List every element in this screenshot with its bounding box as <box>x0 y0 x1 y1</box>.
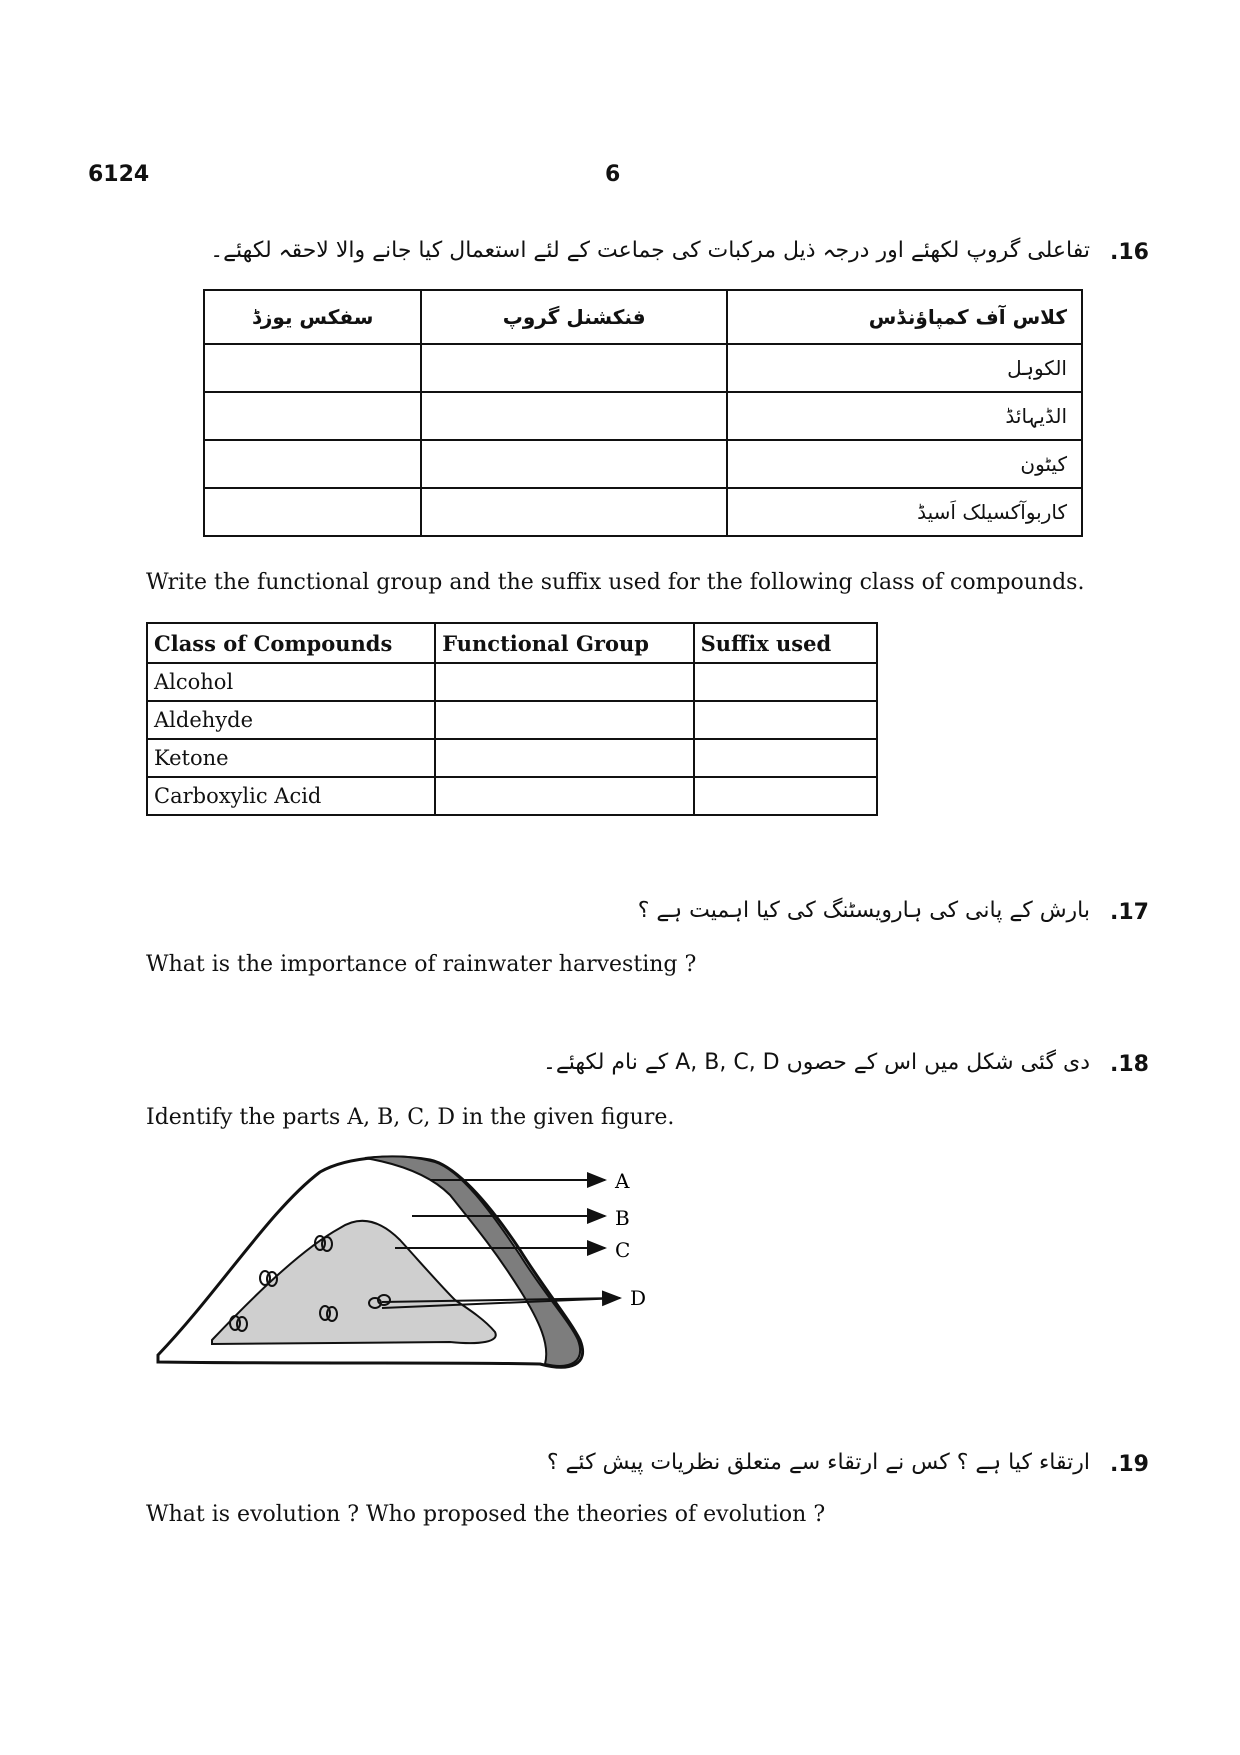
answer-cell <box>204 344 421 392</box>
q16-english-table <box>146 622 878 816</box>
q16-number: .16 <box>1110 240 1149 265</box>
table-row <box>204 488 1082 536</box>
q16-urdu-table <box>203 289 1083 537</box>
answer-cell <box>694 701 877 739</box>
class-cell: Alcohol <box>147 663 435 701</box>
answer-cell <box>204 440 421 488</box>
q18-english-text: Identify the parts A, B, C, D in the given figure. <box>146 1105 675 1130</box>
label-a: A <box>615 1169 630 1193</box>
urdu-header-functional-group: فنکشنل گروپ <box>421 290 727 344</box>
answer-cell <box>204 392 421 440</box>
urdu-class-cell: کاربوآکسیلک اَسیڈ <box>727 488 1082 536</box>
answer-cell <box>435 663 693 701</box>
table-row <box>204 344 1082 392</box>
urdu-header-class: کلاس آف کمپاؤنڈس <box>727 290 1082 344</box>
q19-urdu-text: ارتقاء کیا ہے ؟ کس نے ارتقاء سے متعلق نظریات پیش کئے ؟ <box>546 1450 1090 1475</box>
header-suffix-used: Suffix used <box>694 623 877 663</box>
q18-number: .18 <box>1110 1052 1149 1077</box>
label-c: C <box>615 1238 631 1262</box>
table-row <box>147 701 877 739</box>
q19-number: .19 <box>1110 1452 1149 1477</box>
q17-number: .17 <box>1110 900 1149 925</box>
class-cell: Carboxylic Acid <box>147 777 435 815</box>
answer-cell <box>694 739 877 777</box>
table-row <box>147 777 877 815</box>
q17-urdu-text: بارش کے پانی کی ہارویسٹنگ کی کیا اہمیت ہے ؟ <box>637 898 1090 923</box>
answer-cell <box>435 701 693 739</box>
q16-urdu-text: تفاعلی گروپ لکھئے اور درجہ ذیل مرکبات کی جماعت کے لئے استعمال کیا جانے والا لاحقہ لکھئے۔ <box>210 238 1090 263</box>
header-class-of-compounds: Class of Compounds <box>147 623 435 663</box>
answer-cell <box>421 440 727 488</box>
q17-english-text: What is the importance of rainwater harvesting ? <box>146 952 697 977</box>
urdu-header-suffix: سفکس یوزڈ <box>204 290 421 344</box>
urdu-class-cell: الکوہل <box>727 344 1082 392</box>
answer-cell <box>421 392 727 440</box>
page-number: 6 <box>605 162 621 187</box>
answer-cell <box>435 777 693 815</box>
table-row <box>147 663 877 701</box>
class-cell: Aldehyde <box>147 701 435 739</box>
q18-figure <box>150 1150 670 1370</box>
answer-cell <box>694 777 877 815</box>
table-row <box>204 440 1082 488</box>
class-cell: Ketone <box>147 739 435 777</box>
label-b: B <box>615 1206 630 1230</box>
urdu-class-cell: الڈیہائڈ <box>727 392 1082 440</box>
table-row <box>147 739 877 777</box>
answer-cell <box>421 344 727 392</box>
table-row <box>204 392 1082 440</box>
q18-urdu-text: دی گئی شکل میں اس کے حصوں A, B, C, D کے نام لکھئے۔ <box>543 1050 1090 1075</box>
header-functional-group: Functional Group <box>435 623 693 663</box>
urdu-class-cell: کیٹون <box>727 440 1082 488</box>
answer-cell <box>204 488 421 536</box>
q19-english-text: What is evolution ? Who proposed the theories of evolution ? <box>146 1502 826 1527</box>
answer-cell <box>694 663 877 701</box>
table-row <box>147 623 877 663</box>
table-row <box>204 290 1082 344</box>
paper-code: 6124 <box>88 162 150 187</box>
answer-cell <box>421 488 727 536</box>
q16-english-text: Write the functional group and the suffix used for the following class of compounds. <box>146 570 1085 595</box>
label-d: D <box>630 1286 647 1310</box>
answer-cell <box>435 739 693 777</box>
